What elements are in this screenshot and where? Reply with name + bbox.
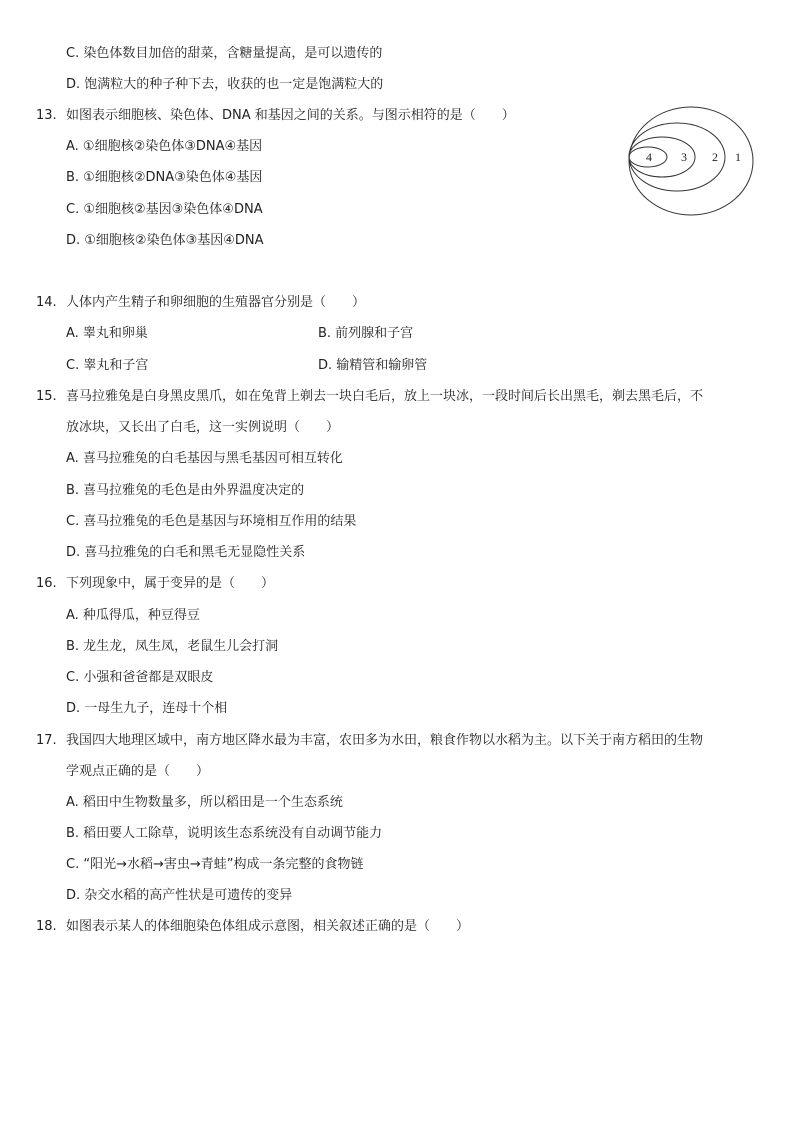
q15-option-d: D. 喜马拉雅兔的白毛和黑毛无显隐性关系: [66, 545, 306, 560]
label-1: 1: [735, 150, 741, 164]
q13-stem: 如图表示细胞核、染色体、DNA 和基因之间的关系。与图示相符的是（ ）: [66, 108, 515, 123]
label-4: 4: [646, 150, 652, 164]
q14-option-a: A. 睾丸和卵巢: [66, 326, 148, 341]
q14-option-b: B. 前列腺和子宫: [318, 326, 414, 341]
q16-option-b: B. 龙生龙，凤生凤，老鼠生儿会打洞: [66, 639, 279, 654]
q15-stem-line2: 放冰块，又长出了白毛，这一实例说明（ ）: [66, 420, 340, 435]
q13-option-a: A. ①细胞核②染色体③DNA④基因: [66, 139, 263, 154]
q15-option-c: C. 喜马拉雅兔的毛色是基因与环境相互作用的结果: [66, 514, 357, 529]
q14-option-c: C. 睾丸和子宫: [66, 358, 149, 373]
q13-option-b: B. ①细胞核②DNA③染色体④基因: [66, 170, 263, 185]
q18-stem: 如图表示某人的体细胞染色体组成示意图，相关叙述正确的是（ ）: [66, 919, 470, 934]
q15-option-b: B. 喜马拉雅兔的毛色是由外界温度决定的: [66, 483, 305, 498]
q18-number: 18.: [36, 919, 57, 934]
label-2: 2: [712, 150, 718, 164]
q13-nested-ovals-figure: [628, 106, 754, 216]
q15-option-a: A. 喜马拉雅兔的白毛基因与黑毛基因可相互转化: [66, 451, 343, 466]
q16-number: 16.: [36, 576, 57, 591]
label-3: 3: [681, 150, 687, 164]
q15-number: 15.: [36, 389, 57, 404]
q16-option-c: C. 小强和爸爸都是双眼皮: [66, 670, 214, 685]
q16-option-a: A. 种瓜得瓜，种豆得豆: [66, 608, 200, 623]
q17-option-b: B. 稻田要人工除草，说明该生态系统没有自动调节能力: [66, 826, 383, 841]
q17-option-d: D. 杂交水稻的高产性状是可遗传的变异: [66, 888, 293, 903]
q17-stem-line2: 学观点正确的是（ ）: [66, 764, 210, 779]
q17-number: 17.: [36, 733, 57, 748]
q17-option-c: C. “阳光→水稻→害虫→青蛙”构成一条完整的食物链: [66, 857, 364, 872]
q16-stem: 下列现象中，属于变异的是（ ）: [66, 576, 275, 591]
oval-2: [629, 123, 725, 191]
q13-option-c: C. ①细胞核②基因③染色体④DNA: [66, 202, 263, 217]
q14-number: 14.: [36, 295, 57, 310]
q16-option-d: D. 一母生九子，连母十个相: [66, 701, 228, 716]
q15-stem-line1: 喜马拉雅兔是白身黑皮黑爪，如在兔背上剃去一块白毛后，放上一块冰，一段时间后长出黑毛，剃去黑毛后，不: [66, 389, 704, 404]
q13-option-d: D. ①细胞核②染色体③基因④DNA: [66, 233, 264, 248]
q17-stem-line1: 我国四大地理区域中，南方地区降水最为丰富，农田多为水田，粮食作物以水稻为主。以下关于南方稻田的生物: [66, 733, 704, 748]
q13-number: 13.: [36, 108, 57, 123]
q12-option-d: D. 饱满粒大的种子种下去，收获的也一定是饱满粒大的: [66, 77, 384, 92]
q14-option-d: D. 输精管和输卵管: [318, 358, 428, 373]
q14-stem: 人体内产生精子和卵细胞的生殖器官分别是（ ）: [66, 295, 366, 310]
q12-option-c: C. 染色体数目加倍的甜菜，含糖量提高，是可以遗传的: [66, 46, 383, 61]
q17-option-a: A. 稻田中生物数量多，所以稻田是一个生态系统: [66, 795, 343, 810]
